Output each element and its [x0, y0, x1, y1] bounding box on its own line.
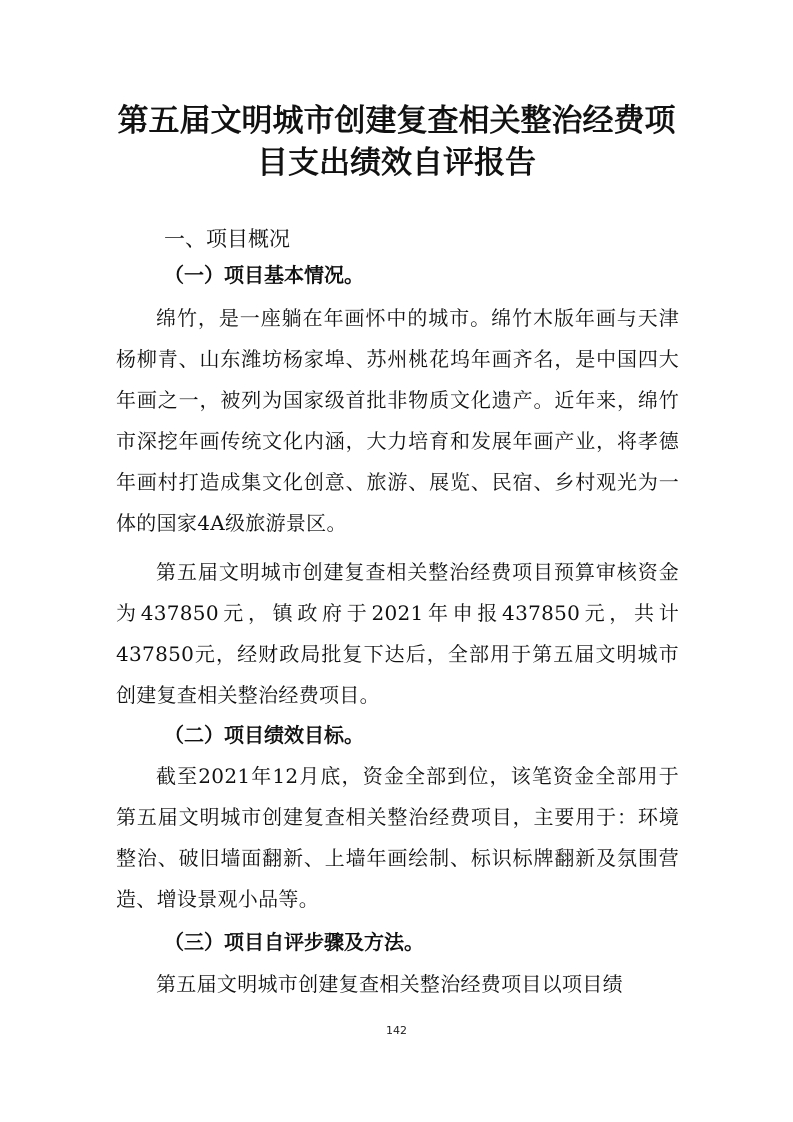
paragraph-mianzhu-intro: 绵竹，是一座躺在年画怀中的城市。绵竹木版年画与天津杨柳青、山东潍坊杨家埠、苏州桃花坞年画齐名，是中国四大年画之一，被列为国家级首批非物质文化遗产。近年来，绵竹市深挖年画传统文化内涵，大力培育和发展年画产业，将孝德年画村打造成集文化创意、旅游、展览、民宿、乡村观光为一体的国家4A级旅游景区。 [116, 306, 679, 535]
document-title-line1: 第五届文明城市创建复查相关整治经费项 [117, 103, 676, 139]
paragraph-budget: 第五届文明城市创建复查相关整治经费项目预算审核资金为437850元，镇政府于2021年申报437850元，共计437850元，经财政局批复下达后，全部用于第五届文明城市创建复查相关整治经费项目。 [116, 560, 679, 707]
section-heading-project-overview: 一、项目概况 [164, 227, 290, 251]
document-title-line2: 目支出绩效自评报告 [257, 145, 536, 181]
subsection-heading-performance-goals: （二）项目绩效目标。 [164, 723, 364, 747]
subsection-heading-basic-info: （一）项目基本情况。 [164, 263, 364, 287]
paragraph-evaluation: 第五届文明城市创建复查相关整治经费项目以项目绩 [156, 972, 623, 996]
paragraph-goals: 截至2021年12月底，资金全部到位，该笔资金全部用于第五届文明城市创建复查相关整治经费项目，主要用于：环境整治、破旧墙面翻新、上墙年画绘制、标识标牌翻新及氛围营造、增设景观小品等。 [116, 764, 679, 911]
subsection-heading-evaluation-method: （三）项目自评步骤及方法。 [164, 930, 424, 954]
page-number: 142 [386, 1024, 407, 1037]
